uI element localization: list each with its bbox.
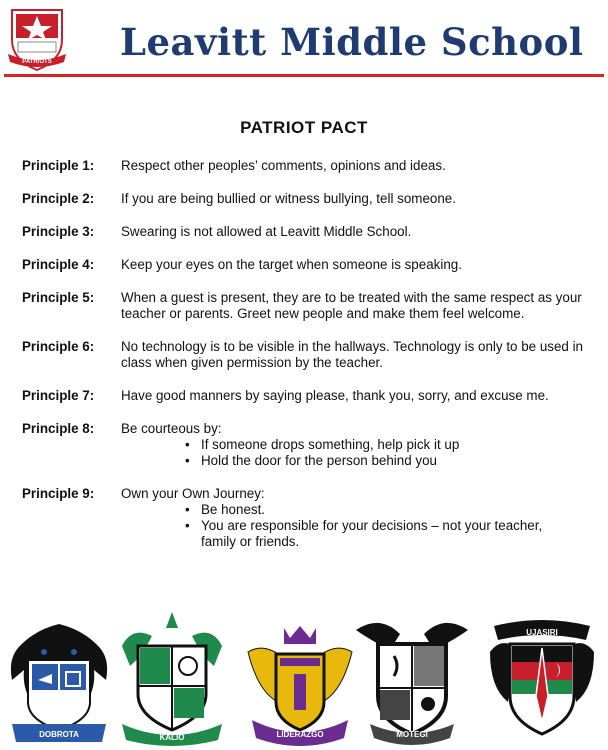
school-logo-icon	[6, 4, 68, 72]
principle-text: Keep your eyes on the target when someone is speaking.	[121, 257, 462, 272]
page-header	[0, 0, 608, 80]
principle-label: Principle 1:	[22, 158, 95, 173]
school-name: Leavitt Middle School	[120, 20, 584, 64]
principle-text: Swearing is not allowed at Leavitt Middle School.	[121, 224, 412, 239]
phoenix-crest-icon	[112, 606, 232, 748]
document-title: PATRIOT PACT	[240, 118, 368, 137]
logo-text: PATRIOTS	[22, 59, 52, 65]
principle-9	[22, 486, 592, 550]
bullet-item: • Hold the door for the person behind you	[179, 453, 592, 469]
crest-name: DOBROTA	[39, 730, 79, 739]
principle-8	[22, 421, 592, 469]
principle-label: Principle 9:	[22, 486, 95, 501]
crest-name: UJASIRI	[526, 628, 558, 637]
principle-text: Respect other peoples’ comments, opinions and ideas.	[121, 158, 446, 173]
principle-label: Principle 2:	[22, 191, 95, 206]
crown-crest-icon	[244, 622, 356, 748]
header-divider	[4, 74, 604, 77]
principle-body	[121, 421, 592, 469]
principle-label: Principle 4:	[22, 257, 95, 272]
principle-3	[22, 224, 592, 240]
crest-name: LIDERAZGO	[276, 730, 324, 739]
house-crests	[0, 602, 608, 750]
principle-text: Have good manners by saying please, thank you, sorry, and excuse me.	[121, 388, 549, 403]
principle-label: Principle 8:	[22, 421, 95, 436]
principle-label: Principle 6:	[22, 339, 95, 354]
principle-text: No technology is to be visible in the hallways. Technology is only to be used in class when given permission by the teacher.	[121, 339, 584, 370]
bullet-item: • You are responsible for your decisions – not your teacher, family or friends.	[179, 518, 579, 550]
principle-text: Be courteous by:	[121, 421, 222, 436]
bullet-item: • If someone drops something, help pick it up	[179, 437, 592, 453]
eagle-crest-icon	[4, 620, 114, 748]
principle-text: If you are being bullied or witness bullying, tell someone.	[121, 191, 456, 206]
dragon-crest-icon	[350, 610, 474, 748]
principle-2	[22, 191, 592, 207]
principle-1	[22, 158, 592, 174]
bullet-list	[179, 502, 592, 550]
principle-7	[22, 388, 592, 404]
crest-name: KALIO	[159, 733, 185, 742]
crest-name: MOTEGI	[396, 730, 428, 739]
principle-label: Principle 3:	[22, 224, 95, 239]
bullet-list	[179, 437, 592, 469]
bullet-item: • Be honest.	[179, 502, 579, 518]
principles-list	[22, 158, 592, 567]
principle-label: Principle 5:	[22, 290, 95, 305]
principle-text: Own your Own Journey:	[121, 486, 265, 501]
principle-5	[22, 290, 592, 322]
lion-crest-icon	[484, 612, 600, 748]
principle-4	[22, 257, 592, 273]
principle-text: When a guest is present, they are to be treated with the same respect as your teacher or parents. Greet new people and make them feel welcome.	[121, 290, 582, 321]
principle-body	[121, 486, 592, 550]
principle-6	[22, 339, 592, 371]
principle-label: Principle 7:	[22, 388, 95, 403]
